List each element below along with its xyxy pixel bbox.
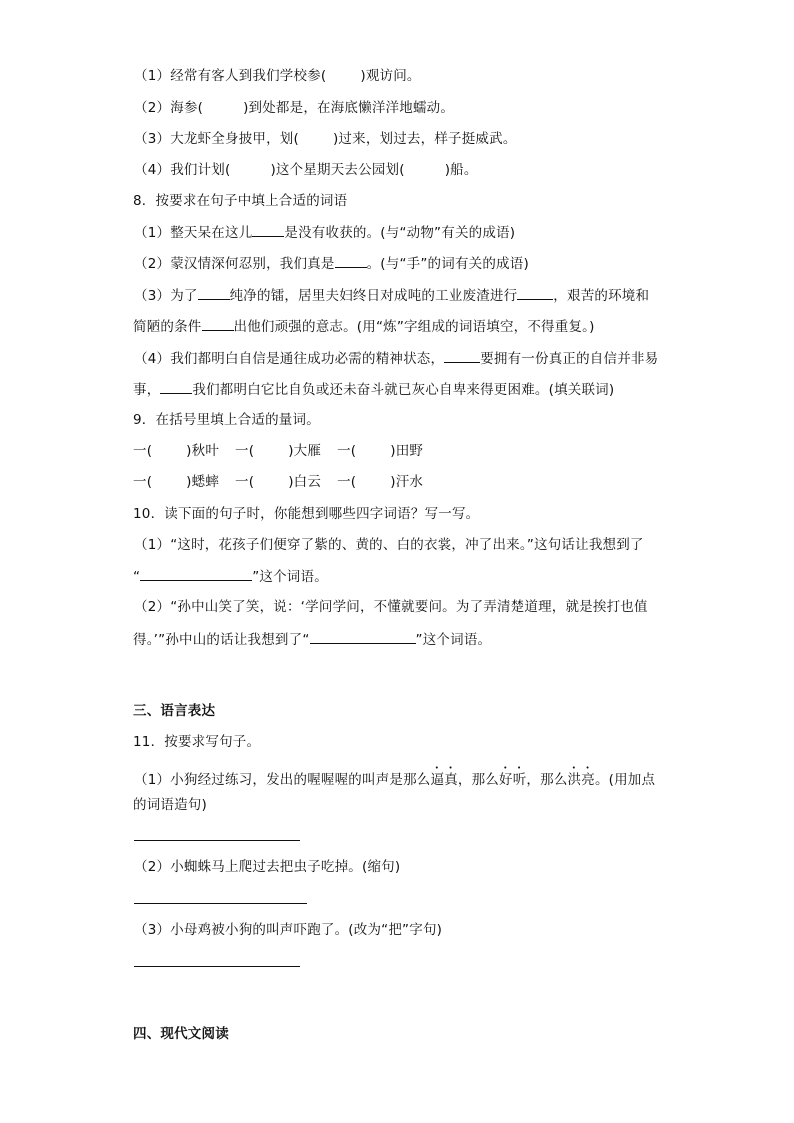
answer-underline[interactable]	[202, 316, 234, 331]
q8-item-1: （1）整天呆在这儿 是没有收获的。(与“动物”有关的成语)	[134, 222, 515, 243]
q11-item-2: （2）小蜘蛛马上爬过去把虫子吃掉。(缩句)	[134, 859, 401, 875]
answer-underline[interactable]	[160, 379, 192, 394]
q8-item-4-line-2: 事， 我们都明白它比自负或还未奋斗就已灰心自卑来得更困难。(填关联词)	[133, 379, 614, 400]
q8-title: 8．按要求在句子中填上合适的词语	[133, 193, 348, 209]
answer-line[interactable]	[134, 903, 307, 904]
q10-item-1-line-1: （1）“这时，花孩子们便穿了紫的、黄的、白的衣裳，冲了出来。”这句话让我想到了	[134, 537, 644, 553]
q8-item-3-line-2: 简陋的条件 出他们顽强的意志。(用“炼”字组成的词语填空，不得重复。)	[133, 316, 595, 337]
answer-underline[interactable]	[335, 253, 367, 268]
answer-underline[interactable]	[198, 285, 230, 300]
answer-underline[interactable]	[252, 222, 284, 237]
q7-item-2: （2）海参( )到处都是，在海底懒洋洋地蠕动。	[134, 100, 455, 116]
q7-item-1: （1）经常有客人到我们学校参( )观访问。	[134, 68, 421, 84]
q9-row-2: 一( )蟋蟀 一( )白云 一( )汗水	[133, 474, 424, 490]
section-heading: 四、现代文阅读	[133, 1026, 229, 1042]
q11-item-1-line-2: 的词语造句)	[133, 797, 207, 813]
q8-item-4-line-1: （4）我们都明白自信是通往成功必需的精神状态， 要拥有一份真正的自信并非易	[134, 348, 658, 369]
q8-item-2: （2）蒙汉情深何忍别，我们真是 。(与“手”的词有关的成语)	[134, 253, 529, 274]
q11-item-3: （3）小母鸡被小狗的叫声吓跑了。(改为“把”字句)	[134, 922, 443, 938]
answer-line[interactable]	[134, 840, 300, 841]
answer-line[interactable]	[134, 966, 300, 967]
q9-title: 9．在括号里填上合适的量词。	[133, 412, 320, 428]
answer-underline[interactable]	[517, 285, 553, 300]
q7-item-4: （4）我们计划( )这个星期天去公园划( )船。	[134, 162, 478, 178]
q11-title: 11．按要求写句子。	[133, 734, 261, 750]
q7-item-3: （3）大龙虾全身披甲，划( )过来，划过去，样子挺威武。	[134, 131, 517, 147]
q10-title: 10．读下面的句子时，你能想到哪些四字词语？写一写。	[133, 506, 480, 522]
q10-item-2-line-2: 得。’”孙中山的话让我想到了“ ”这个词语。	[133, 629, 491, 650]
q9-row-1: 一( )秋叶 一( )大雁 一( )田野	[133, 443, 424, 459]
answer-underline[interactable]	[140, 566, 252, 581]
q11-item-1-line-1: （1）小狗经过练习，发出的喔喔喔的叫声是那么逼真，那么好听，那么洪亮。(用加点	[134, 772, 656, 788]
q10-item-2-line-1: （2）“孙中山笑了笑，说：‘学问学问，不懂就要问。为了弄清楚道理，就是挨打也值	[134, 599, 648, 615]
answer-underline[interactable]	[444, 348, 480, 363]
q8-item-3-line-1: （3）为了 纯净的镭，居里夫妇终日对成吨的工业废渣进行 ，艰苦的环境和	[134, 285, 649, 306]
q10-item-1-line-2: “ ”这个词语。	[133, 566, 328, 587]
section-heading: 三、语言表达	[133, 703, 216, 719]
answer-underline[interactable]	[310, 629, 416, 644]
